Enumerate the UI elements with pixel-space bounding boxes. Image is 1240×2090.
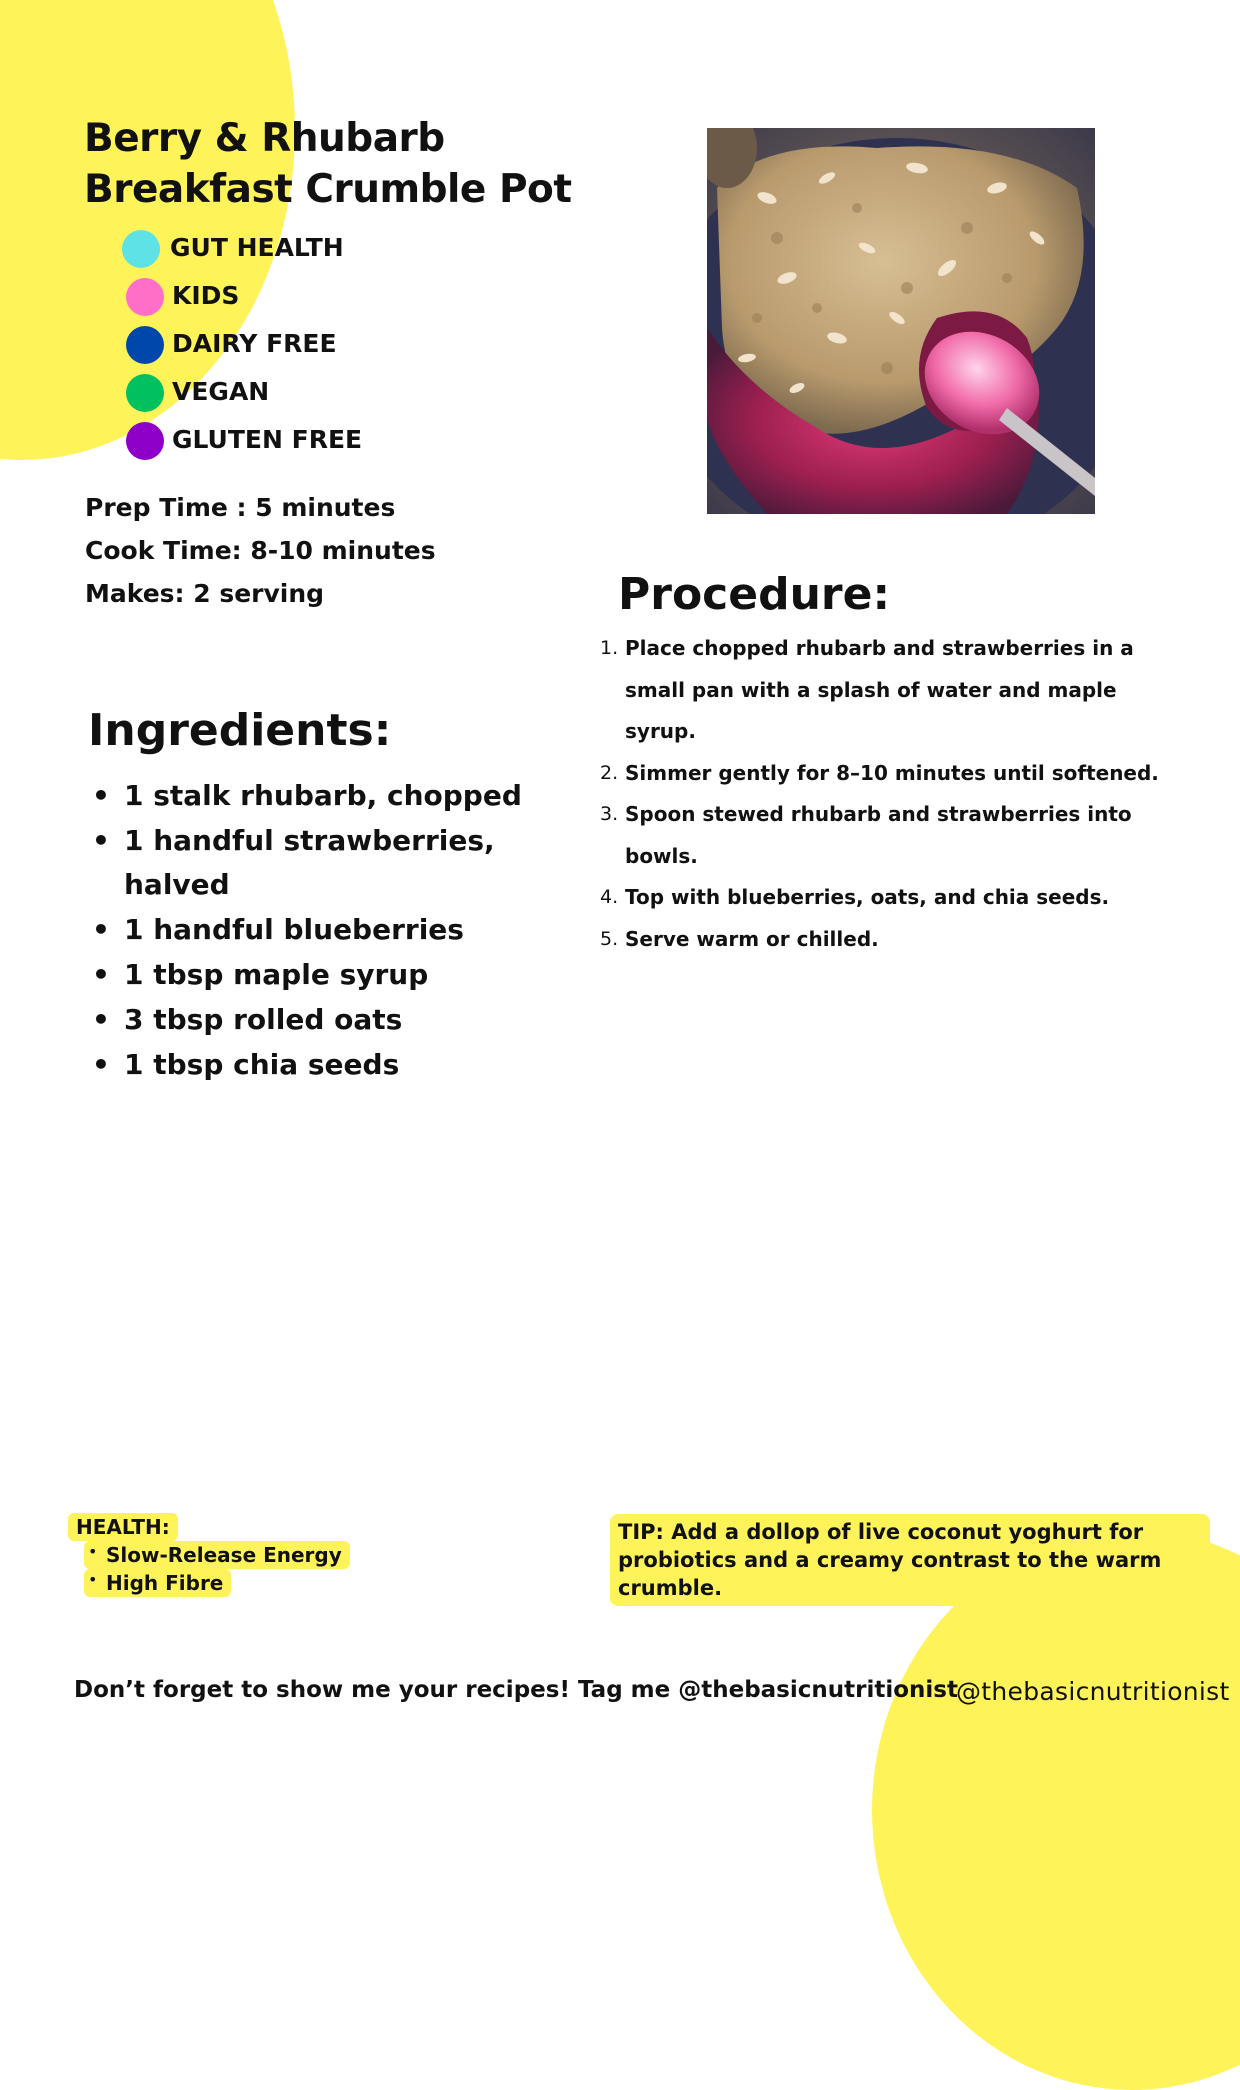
decorative-blob-bottom — [872, 1530, 1240, 2090]
list-item: • 1 tbsp chia seeds — [92, 1048, 400, 1081]
list-item: • 1 tbsp maple syrup — [92, 958, 429, 991]
tip-box: TIP: Add a dollop of live coconut yoghurt for probiotics and a creamy contrast to the warm crumble. — [610, 1514, 1210, 1606]
procedure-step: 5. Serve warm or chilled. — [600, 926, 879, 951]
tag-vegan: VEGAN — [122, 374, 482, 414]
crumble-photo — [707, 128, 1095, 514]
list-item: • 3 tbsp rolled oats — [92, 1003, 403, 1036]
cook-time: Cook Time: 8-10 minutes — [85, 536, 436, 565]
list-item: High Fibre • — [84, 1569, 350, 1597]
recipe-title: Berry & Rhubarb Breakfast Crumble Pot — [84, 116, 572, 212]
list-item: Slow-Release Energy • — [84, 1541, 350, 1569]
tag-dot-icon — [126, 374, 164, 412]
tag-dairy-free: DAIRY FREE — [122, 326, 482, 366]
footer-text: Don’t forget to show me your recipes! Tag me @thebasicnutritionist — [74, 1677, 958, 1703]
procedure-step: 2. Simmer gently for 8–10 minutes until softened. — [600, 760, 1159, 785]
procedure-step: 1. Place chopped rhubarb and strawberries in a small pan with a splash of water and maple syrup. — [600, 636, 1134, 743]
servings: Makes: 2 serving — [85, 579, 325, 608]
tag-dot-icon — [126, 278, 164, 316]
tag-gluten-free: GLUTEN FREE — [122, 422, 482, 462]
list-item: • 1 handful strawberries, halved — [92, 824, 495, 901]
tag-dot-icon — [126, 422, 164, 460]
procedure-step: 4. Top with blueberries, oats, and chia seeds. — [600, 885, 1110, 909]
procedure-step: 3. Spoon stewed rhubarb and strawberries into bowls. — [600, 802, 1132, 868]
ingredients-heading: Ingredients: — [88, 705, 392, 756]
ingredients-list — [84, 774, 554, 1088]
prep-time: Prep Time : 5 minutes — [85, 493, 396, 522]
tag-gut-health: GUT HEALTH — [122, 230, 482, 270]
list-item: • 1 stalk rhubarb, chopped — [92, 779, 522, 812]
social-handle: @thebasicnutritionist — [956, 1677, 1230, 1706]
tag-dot-icon — [122, 230, 160, 268]
health-list — [84, 1541, 350, 1597]
health-title: HEALTH: — [68, 1513, 178, 1541]
tag-kids: KIDS — [122, 278, 482, 318]
tag-dot-icon — [126, 326, 164, 364]
procedure-list — [600, 628, 1180, 960]
procedure-heading: Procedure: — [618, 569, 891, 620]
list-item: • 1 handful blueberries — [92, 913, 464, 946]
recipe-meta — [85, 486, 436, 615]
